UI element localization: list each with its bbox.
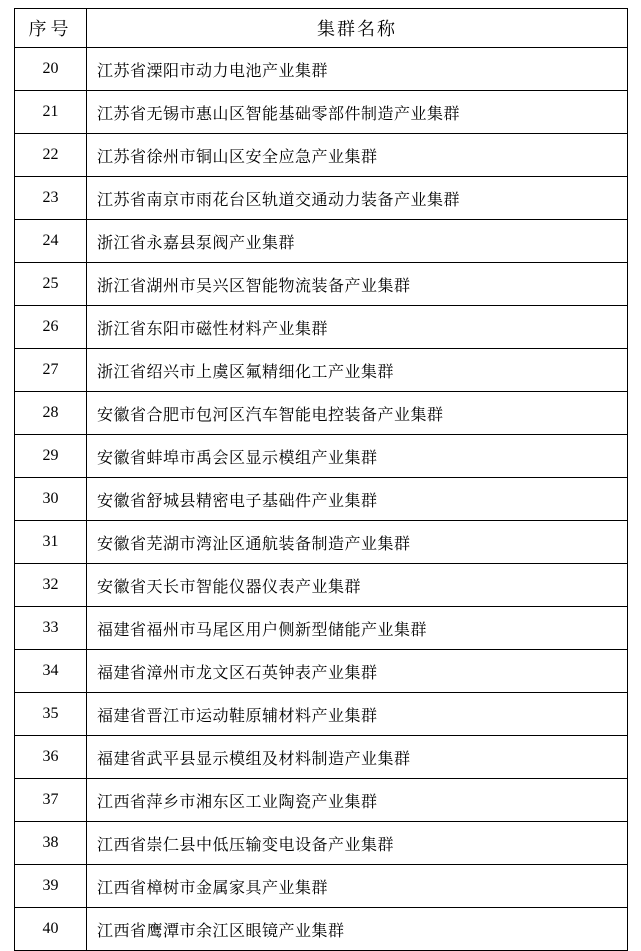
cluster-name-cell: 江苏省溧阳市动力电池产业集群	[87, 48, 628, 91]
cluster-name-cell: 浙江省东阳市磁性材料产业集群	[87, 306, 628, 349]
cluster-name-cell: 安徽省舒城县精密电子基础件产业集群	[87, 478, 628, 521]
row-index-cell: 36	[15, 736, 87, 779]
table-header	[15, 9, 628, 48]
table-row	[15, 435, 628, 478]
cluster-name-cell: 江西省樟树市金属家具产业集群	[87, 865, 628, 908]
cluster-name-cell: 江西省鹰潭市余江区眼镜产业集群	[87, 908, 628, 951]
table-row	[15, 478, 628, 521]
cluster-name-cell: 福建省晋江市运动鞋原辅材料产业集群	[87, 693, 628, 736]
cluster-name-cell: 浙江省永嘉县泵阀产业集群	[87, 220, 628, 263]
cluster-name-cell: 浙江省湖州市吴兴区智能物流装备产业集群	[87, 263, 628, 306]
table-row	[15, 693, 628, 736]
cluster-name-cell: 福建省漳州市龙文区石英钟表产业集群	[87, 650, 628, 693]
cluster-name-cell: 福建省武平县显示模组及材料制造产业集群	[87, 736, 628, 779]
column-header-name: 集群名称	[87, 9, 628, 48]
table-row	[15, 736, 628, 779]
table-row	[15, 822, 628, 865]
industrial-cluster-table	[14, 8, 628, 951]
table-row	[15, 564, 628, 607]
cluster-name-cell: 江苏省南京市雨花台区轨道交通动力装备产业集群	[87, 177, 628, 220]
row-index-cell: 29	[15, 435, 87, 478]
row-index-cell: 32	[15, 564, 87, 607]
table-row	[15, 650, 628, 693]
row-index-cell: 40	[15, 908, 87, 951]
table-row	[15, 865, 628, 908]
table-row	[15, 521, 628, 564]
row-index-cell: 24	[15, 220, 87, 263]
table-row	[15, 263, 628, 306]
table-row	[15, 134, 628, 177]
row-index-cell: 39	[15, 865, 87, 908]
row-index-cell: 37	[15, 779, 87, 822]
table-row	[15, 48, 628, 91]
cluster-name-cell: 福建省福州市马尾区用户侧新型储能产业集群	[87, 607, 628, 650]
row-index-cell: 21	[15, 91, 87, 134]
cluster-name-cell: 江西省萍乡市湘东区工业陶瓷产业集群	[87, 779, 628, 822]
cluster-name-cell: 安徽省合肥市包河区汽车智能电控装备产业集群	[87, 392, 628, 435]
table-row	[15, 392, 628, 435]
table-row	[15, 177, 628, 220]
row-index-cell: 28	[15, 392, 87, 435]
cluster-name-cell: 江西省崇仁县中低压输变电设备产业集群	[87, 822, 628, 865]
row-index-cell: 23	[15, 177, 87, 220]
column-header-index: 序号	[15, 9, 87, 48]
table-body	[15, 48, 628, 951]
row-index-cell: 33	[15, 607, 87, 650]
table-row	[15, 306, 628, 349]
table-header-row	[15, 9, 628, 48]
table-row	[15, 607, 628, 650]
cluster-name-cell: 安徽省蚌埠市禹会区显示模组产业集群	[87, 435, 628, 478]
row-index-cell: 27	[15, 349, 87, 392]
table-row	[15, 908, 628, 951]
cluster-name-cell: 浙江省绍兴市上虞区氟精细化工产业集群	[87, 349, 628, 392]
row-index-cell: 35	[15, 693, 87, 736]
row-index-cell: 30	[15, 478, 87, 521]
table-row	[15, 349, 628, 392]
table-row	[15, 220, 628, 263]
row-index-cell: 25	[15, 263, 87, 306]
cluster-name-cell: 江苏省无锡市惠山区智能基础零部件制造产业集群	[87, 91, 628, 134]
cluster-name-cell: 安徽省天长市智能仪器仪表产业集群	[87, 564, 628, 607]
table-row	[15, 91, 628, 134]
row-index-cell: 31	[15, 521, 87, 564]
cluster-name-cell: 江苏省徐州市铜山区安全应急产业集群	[87, 134, 628, 177]
cluster-name-cell: 安徽省芜湖市湾沚区通航装备制造产业集群	[87, 521, 628, 564]
row-index-cell: 20	[15, 48, 87, 91]
row-index-cell: 34	[15, 650, 87, 693]
row-index-cell: 26	[15, 306, 87, 349]
row-index-cell: 38	[15, 822, 87, 865]
table-row	[15, 779, 628, 822]
row-index-cell: 22	[15, 134, 87, 177]
